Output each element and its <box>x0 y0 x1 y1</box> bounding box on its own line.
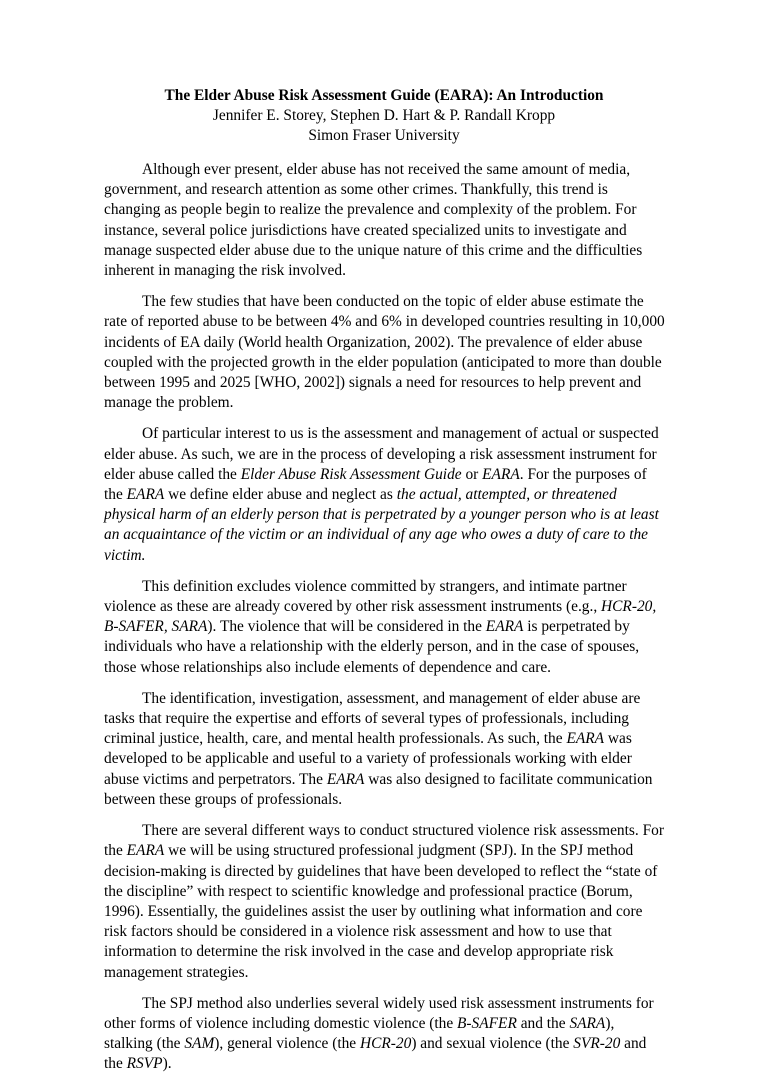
paragraph-4 <box>104 577 666 678</box>
paragraph-2 <box>104 292 666 413</box>
paragraph-3-text: Of particular interest to us is the assessment and management of actual or suspected elder abuse. As such, we are in the process of developing a risk assessment instrument for elder abuse called the <box>104 425 659 483</box>
paragraph-6-emphasis: EARA <box>126 842 165 860</box>
paragraph-3 <box>104 424 666 565</box>
paragraph-5-text: was also designed to facilitate communication between these groups of professionals. <box>104 770 653 808</box>
document-title: The Elder Abuse Risk Assessment Guide (EARA): An Introduction <box>164 87 604 104</box>
paragraph-7-emphasis: SVR-20 <box>573 1035 621 1053</box>
paragraph-5-text: was developed to be applicable and useful to a variety of professionals working with elder abuse victims and perpetrators. The <box>104 730 632 788</box>
paragraph-7-text: and the <box>516 1014 570 1032</box>
paragraph-7-emphasis: SARA <box>569 1014 606 1032</box>
paragraph-6-text: There are several different ways to conduct structured violence risk assessments. For the <box>104 822 664 860</box>
paragraph-3-text: we define elder abuse and neglect as <box>164 486 397 504</box>
paragraph-7-text: ) and sexual violence (the <box>411 1035 574 1053</box>
paragraph-5-text: The identification, investigation, assessment, and management of elder abuse are tasks that require the expertise and efforts of several types of professionals, including criminal justice, health, care, and mental health professionals. As such, the <box>104 689 641 748</box>
paragraph-4-emphasis: HCR-20, B-SAFER, SARA <box>104 598 657 636</box>
paragraph-5-emphasis: EARA <box>326 770 365 788</box>
paragraph-5-emphasis: EARA <box>566 730 605 748</box>
paragraph-7-emphasis: RSVP <box>126 1055 163 1073</box>
document-body <box>104 160 666 1086</box>
paragraph-7-emphasis: HCR-20 <box>360 1035 412 1053</box>
paragraph-4-emphasis: EARA <box>485 618 524 636</box>
paragraph-4-text: is perpetrated by individuals who have a relationship with the elderly person, and in the case of spouses, those whose relationships also include elements of dependence and care. <box>104 618 640 676</box>
paragraph-2-text: The few studies that have been conducted on the topic of elder abuse estimate the rate of reported abuse to be between 4% and 6% in developed countries resulting in 10,000 incidents of EA daily (World health Organization, 2002). The prevalence of elder abuse coupled with the projected growth in the elder population (anticipated to more than double between 1995 and 2025 [WHO, 2002]) signals a need for resources to help prevent and manage the problem. <box>104 293 665 412</box>
paragraph-7-text: ), stalking (the <box>104 1014 615 1053</box>
paragraph-3-emphasis: EARA <box>482 465 520 483</box>
paragraph-6 <box>104 821 666 983</box>
document-affiliation: Simon Fraser University <box>308 127 460 144</box>
paragraph-7-emphasis: SAM <box>184 1035 215 1053</box>
paragraph-7-text: ). <box>162 1055 172 1073</box>
paragraph-3-definition: the actual, attempted, or threatened physical harm of an elderly person that is perpetrated by a younger person who is at least an acquaintance of the victim or an individual of any age who owes a duty of care to the victim. <box>104 486 659 564</box>
document-header <box>0 86 768 146</box>
paragraph-1 <box>104 160 666 281</box>
paragraph-7-text: The SPJ method also underlies several widely used risk assessment instruments for other forms of violence including domestic violence (the <box>104 994 654 1032</box>
document-authors: Jennifer E. Storey, Stephen D. Hart & P. Randall Kropp <box>212 107 556 124</box>
paragraph-3-emphasis: EARA <box>126 486 165 504</box>
paragraph-7-emphasis: B-SAFER <box>457 1014 517 1032</box>
paragraph-3-text: . For the purposes of the <box>104 465 647 504</box>
paragraph-4-text: ). The violence that will be considered in the <box>207 618 486 636</box>
paragraph-7-text: ), general violence (the <box>214 1035 360 1053</box>
paragraph-7-text: and the <box>104 1035 647 1073</box>
paragraph-1-text: Although ever present, elder abuse has not received the same amount of media, government, and research attention as some other crimes. Thankfully, this trend is changing as people begin to realize the prevalence and complexity of the problem. For instance, several police jurisdictions have created specialized units to investigate and manage suspected elder abuse due to the unique nature of this crime and the difficulties inherent in managing the risk involved. <box>104 161 643 280</box>
paragraph-4-text: This definition excludes violence committed by strangers, and intimate partner violence as these are already covered by other risk assessment instruments (e.g., <box>104 577 627 616</box>
paragraph-6-text: we will be using structured professional judgment (SPJ). In the SPJ method decision-making is directed by guidelines that have been developed to reflect the “state of the discipline” with respect to scientific knowledge and professional practice (Borum, 1996). Essentially, the guidelines assist the user by outlining what information and core risk factors should be considered in a violence risk assessment and how to use that information to determine the risk involved in the case and develop appropriate risk management strategies. <box>104 842 658 981</box>
paragraph-5 <box>104 689 666 810</box>
paragraph-3-text: or <box>461 465 483 483</box>
paragraph-7 <box>104 994 666 1075</box>
paragraph-3-emphasis: Elder Abuse Risk Assessment Guide <box>240 465 462 483</box>
